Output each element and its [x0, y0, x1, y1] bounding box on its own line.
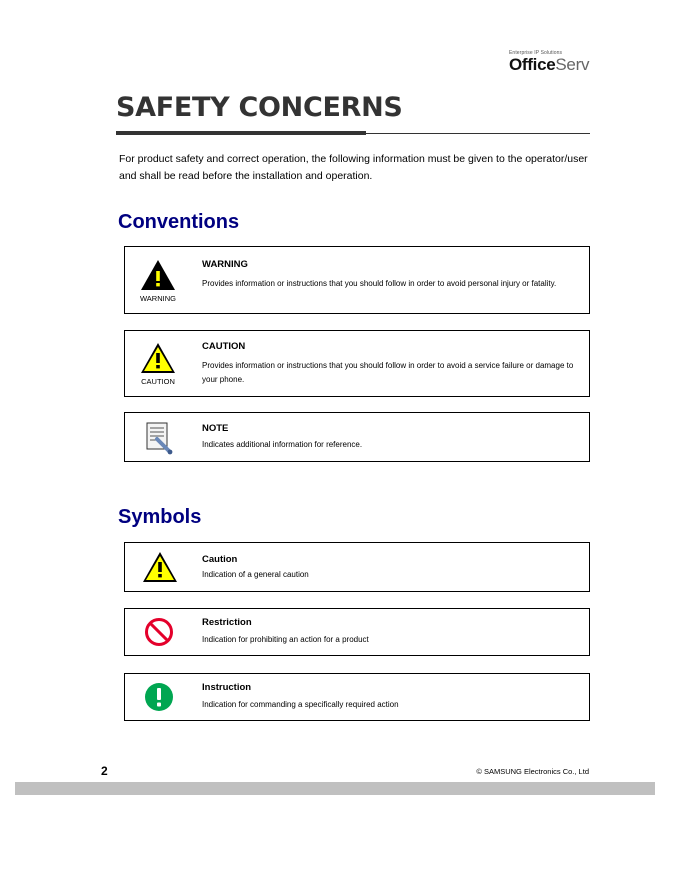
icon-column	[125, 543, 195, 591]
officeserv-logo	[509, 50, 589, 74]
convention-title: NOTE	[202, 423, 229, 434]
symbol-box-caution	[124, 542, 590, 592]
convention-title: CAUTION	[202, 341, 246, 352]
title-rule-thin	[366, 133, 590, 134]
note-pad-icon	[145, 421, 175, 455]
title-rule-thick	[116, 131, 366, 135]
icon-column	[125, 413, 195, 461]
instruction-icon	[144, 682, 174, 712]
warning-icon-caption: WARNING	[140, 294, 176, 303]
symbol-title: Instruction	[202, 682, 252, 693]
convention-description: Indicates additional information for reference.	[202, 440, 363, 449]
symbol-description: Indication of a general caution	[202, 570, 309, 579]
convention-box-caution	[124, 330, 590, 397]
page-title: SAFETY CONCERNS	[116, 92, 403, 123]
convention-title: WARNING	[202, 259, 248, 270]
symbol-title: Caution	[202, 554, 238, 565]
page-number: 2	[101, 764, 108, 778]
logo-tagline: Enterprise IP Solutions	[509, 50, 563, 56]
logo-wordmark	[509, 56, 589, 74]
prohibition-icon	[144, 617, 174, 647]
caution-triangle-icon	[142, 551, 178, 583]
convention-description: Provides information or instructions that you should follow in order to avoid a service failure or damage to your phone.	[202, 361, 574, 384]
convention-description: Provides information or instructions that you should follow in order to avoid personal injury or fatality.	[202, 279, 557, 288]
warning-triangle-icon	[140, 259, 176, 291]
logo-name-bold: Office	[509, 55, 556, 74]
symbol-description: Indication for prohibiting an action for a product	[202, 635, 369, 644]
caution-icon-caption: CAUTION	[141, 377, 175, 386]
intro-paragraph: For product safety and correct operation, the following information must be given to the operator/user and shall be read before the installation and operation.	[119, 153, 588, 182]
icon-column	[125, 247, 195, 313]
copyright: © SAMSUNG Electronics Co., Ltd	[476, 767, 589, 776]
conventions-heading: Conventions	[118, 211, 240, 233]
footer-bar	[15, 782, 655, 795]
icon-column	[125, 609, 195, 655]
symbols-heading: Symbols	[118, 506, 202, 528]
convention-box-note	[124, 412, 590, 462]
caution-triangle-icon	[140, 342, 176, 374]
symbol-description: Indication for commanding a specifically required action	[202, 700, 399, 709]
icon-column	[125, 331, 195, 396]
symbol-title: Restriction	[202, 617, 252, 628]
logo-name-light: Serv	[555, 55, 590, 74]
convention-box-warning	[124, 246, 590, 314]
symbol-box-restriction	[124, 608, 590, 656]
symbol-box-instruction	[124, 673, 590, 721]
icon-column	[125, 674, 195, 720]
